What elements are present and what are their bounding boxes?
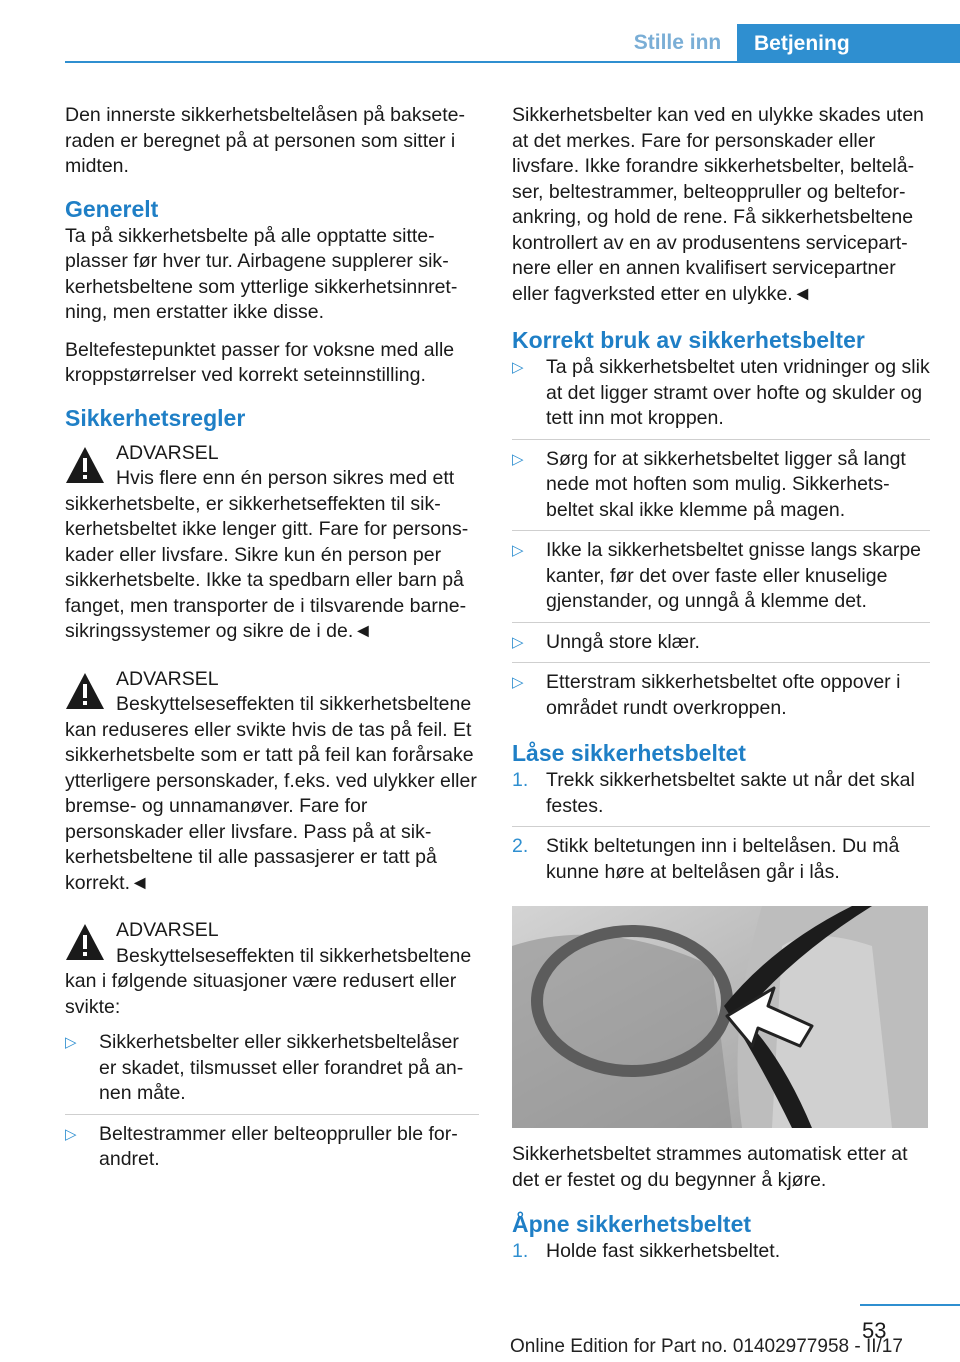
section-title-aapne: Åpne sikkerhetsbeltet <box>512 1211 752 1237</box>
warning-triangle-icon <box>65 445 105 485</box>
step-number: 1. <box>512 769 529 791</box>
warning-label: ADVARSEL <box>116 919 219 941</box>
warning-text: Beskyttelseseffekten til sikkerhetsbeltene kan reduseres eller svikte hvis de tas på feil. Et sikkerhetsbelte som er tatt på feil kan forårsake ytterligere personskader, f.eks. ved ulykker eller bremse- og unnamanøver. Fare for personskader eller livsfare. Pass på at sikkerhetsbeltene til alle passasjerer er tatt på korrekt.◄ <box>65 693 477 894</box>
header-rule <box>65 61 960 63</box>
footer-rule <box>860 1304 960 1306</box>
list-item <box>65 1122 479 1180</box>
list-item <box>512 355 930 440</box>
warning-triangle-icon <box>65 671 105 711</box>
triangle-right-bullet-icon: ▷ <box>65 1125 77 1143</box>
korrekt-bullet-list <box>512 355 930 728</box>
aapne-step-list <box>512 1239 930 1272</box>
header-tab-stille-inn[interactable]: Stille inn <box>633 31 722 54</box>
triangle-right-bullet-icon: ▷ <box>512 674 524 691</box>
page-number: 53 <box>862 1318 887 1343</box>
warning-text: Beskyttelseseffekten til sikkerhetsbeltene kan i følgende situasjoner være redusert eller svikte: <box>65 944 472 1018</box>
list-item <box>65 1030 479 1115</box>
warning-block-3 <box>65 916 479 1020</box>
header-tab-betjening[interactable]: Betjening <box>737 24 960 63</box>
list-item-text: Ikke la sikkerhetsbeltet gnisse langs skarpe kanter, før det over faste eller knuselige gjenstander, og unngå å klemme det. <box>546 539 922 612</box>
triangle-right-bullet-icon: ▷ <box>512 542 524 559</box>
list-item <box>512 447 930 532</box>
section-title-generelt: Generelt <box>65 195 159 222</box>
edition-note: Online Edition for Part no. 01402977958 - II/17 <box>510 1336 903 1357</box>
right-intro-paragraph: Sikkerhetsbelter kan ved en ulykke skades uten at det merkes. Fare for personskader eller livsfare. Ikke forandre sikkerhetsbelter, beltelåser, beltestrammer, belteoppruller og belteforankring, og hold de rene. Få sikkerhetsbeltene kontrollert av en av produsentens servicepartnere eller en annen kvalifisert servicepartner eller fagverksted etter en ulykke.◄ <box>512 104 924 305</box>
list-item-text: Beltestrammer eller belteoppruller ble forandret. <box>99 1122 458 1170</box>
triangle-right-bullet-icon: ▷ <box>512 359 524 376</box>
photo-caption: Sikkerhetsbeltet strammes automatisk etter at det er festet og du begynner å kjøre. <box>512 1143 908 1191</box>
list-item-text: Stikk beltetungen inn i beltelåsen. Du må kunne høre at beltelåsen går i lås. <box>546 835 900 883</box>
intro-paragraph: Den innerste sikkerhetsbeltelåsen på bakseteraden er beregnet på at personen som sitter i midten. <box>65 104 465 177</box>
triangle-right-bullet-icon: ▷ <box>65 1034 77 1051</box>
list-item <box>512 768 930 827</box>
list-item-text: Ta på sikkerhetsbeltet uten vridninger og slik at det ligger stramt over hofte og skulder og tett inn mot kroppen. <box>546 356 930 429</box>
list-item-text: Sikkerhetsbelter eller sikkerhetsbeltelåser er skadet, tilsmusset eller forandret på annen måte. <box>99 1031 464 1104</box>
generelt-paragraph-2: Beltefestepunktet passer for voksne med alle kroppstørrelser ved korrekt seteinnstilling. <box>65 338 455 386</box>
laase-step-list <box>512 768 930 892</box>
warning-triangle-icon <box>65 922 105 962</box>
triangle-right-bullet-icon: ▷ <box>512 450 524 468</box>
warning-label: ADVARSEL <box>116 441 219 464</box>
list-item <box>512 670 930 728</box>
triangle-right-bullet-icon: ▷ <box>512 633 524 651</box>
list-item <box>512 630 930 664</box>
warning-block-1 <box>65 439 479 645</box>
list-item <box>512 1239 930 1272</box>
list-item <box>512 834 930 892</box>
section-title-korrekt-bruk: Korrekt bruk av sikkerhetsbelter <box>512 327 865 353</box>
generelt-paragraph-1: Ta på sikkerhetsbelte på alle opptatte sitteplasser før hver tur. Airbagene supplerer sikkerhetsbeltene som ytterlige sikkerhetsinnretning, men erstatter ikke disse. <box>65 224 458 323</box>
list-item-text: Sørg for at sikkerhetsbeltet ligger så langt nede mot hoften som mulig. Sikkerhetsbeltet skal ikke klemme på magen. <box>546 447 906 521</box>
warning-label: ADVARSEL <box>116 667 219 690</box>
section-title-sikkerhetsregler: Sikkerhetsregler <box>65 404 246 431</box>
warning-block-2 <box>65 665 479 897</box>
right-column <box>512 103 930 1279</box>
section-title-laase: Låse sikkerhetsbeltet <box>512 740 746 766</box>
step-number: 2. <box>512 835 529 857</box>
seatbelt-illustration <box>512 906 928 1128</box>
left-column <box>65 103 479 1187</box>
list-item-text: Unngå store klær. <box>546 630 700 653</box>
list-item-text: Holde fast sikkerhetsbeltet. <box>546 1240 781 1262</box>
list-item <box>512 538 930 623</box>
warning-text: Hvis flere enn én person sikres med ett sikkerhetsbelte, er sikkerhetseffekten til sikkerhetsbeltet ikke lenger gitt. Fare for personskader eller livsfare. Sikre kun én person per sikkerhetsbelte. Ikke ta spedbarn eller barn på fanget, men transporter de i tilsvarende barnesikringssystemer og sikre de i de.◄ <box>65 467 469 642</box>
step-number: 1. <box>512 1240 529 1262</box>
warning-bullet-list <box>65 1030 479 1180</box>
list-item-text: Trekk sikkerhetsbeltet sakte ut når det skal festes. <box>546 769 915 817</box>
seatbelt-photo <box>512 906 928 1128</box>
list-item-text: Etterstram sikkerhetsbeltet ofte oppover i området rundt overkroppen. <box>546 671 901 719</box>
